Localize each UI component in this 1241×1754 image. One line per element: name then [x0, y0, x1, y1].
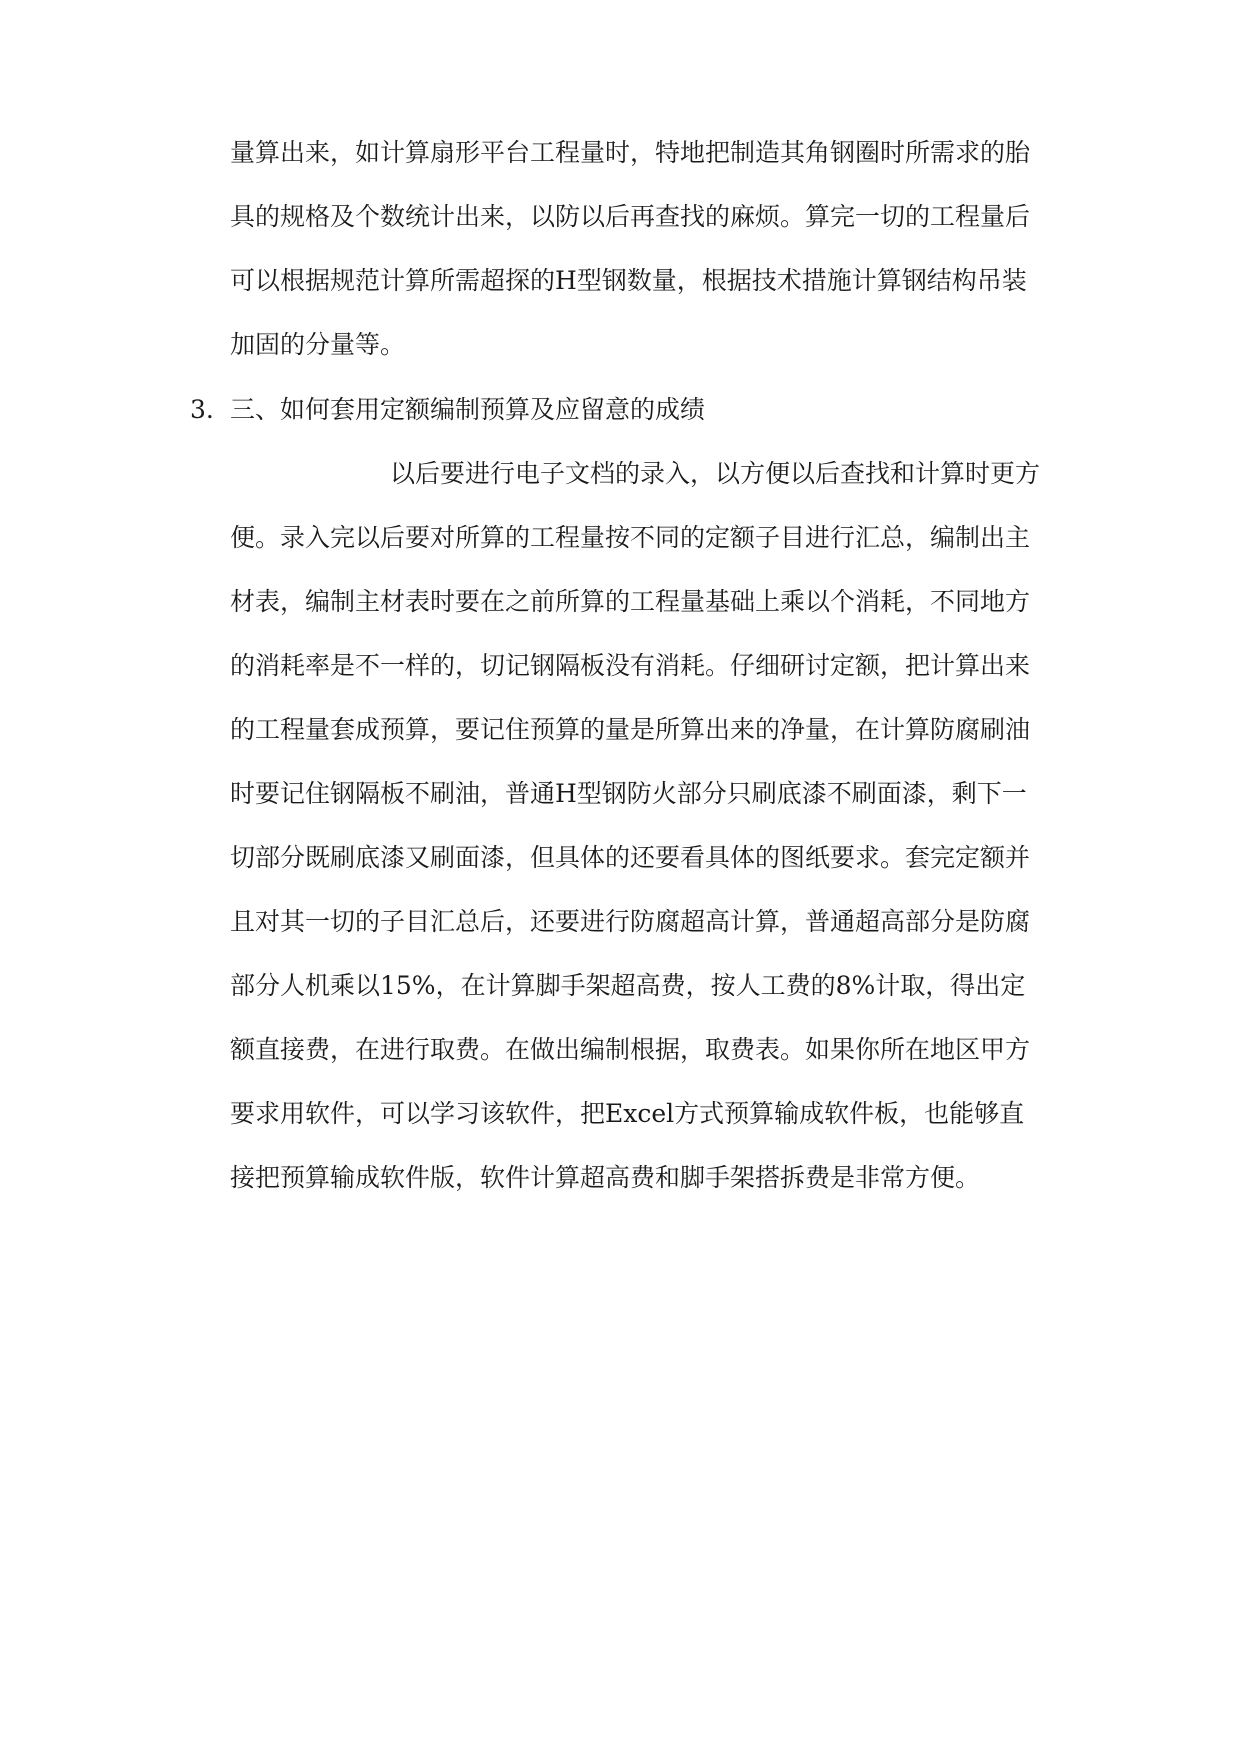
paragraph-line: 切部分既刷底漆又刷面漆，但具体的还要看具体的图纸要求。套完定额并 [230, 843, 1031, 872]
paragraph-line: 的工程量套成预算，要记住预算的量是所算出来的净量，在计算防腐刷油 [230, 715, 1031, 744]
paragraph-line: 接把预算输成软件版，软件计算超高费和脚手架搭拆费是非常方便。 [230, 1163, 981, 1192]
paragraph-line: 时要记住钢隔板不刷油，普通H型钢防火部分只刷底漆不刷面漆，剩下一 [230, 779, 1027, 808]
paragraph-line: 且对其一切的子目汇总后，还要进行防腐超高计算，普通超高部分是防腐 [230, 907, 1031, 936]
paragraph-line: 具的规格及个数统计出来，以防以后再查找的麻烦。算完一切的工程量后 [230, 202, 1031, 231]
paragraph-line: 的消耗率是不一样的，切记钢隔板没有消耗。仔细研讨定额，把计算出来 [230, 651, 1031, 680]
paragraph-line: 可以根据规范计算所需超探的H型钢数量，根据技术措施计算钢结构吊装 [230, 266, 1027, 295]
paragraph-line: 加固的分量等。 [230, 330, 406, 359]
paragraph-line: 便。录入完以后要对所算的工程量按不同的定额子目进行汇总，编制出主 [230, 523, 1031, 552]
paragraph-line: 额直接费，在进行取费。在做出编制根据，取费表。如果你所在地区甲方 [230, 1035, 1031, 1064]
paragraph-line: 部分人机乘以15%，在计算脚手架超高费，按人工费的8%计取，得出定 [230, 971, 1026, 1000]
paragraph-line: 以后要进行电子文档的录入，以方便以后查找和计算时更方 [390, 459, 1041, 488]
section-number: 3. [190, 395, 214, 424]
paragraph-line: 量算出来，如计算扇形平台工程量时，特地把制造其角钢圈时所需求的胎 [230, 138, 1031, 167]
paragraph-line: 要求用软件，可以学习该软件，把Excel方式预算输成软件板，也能够直 [230, 1099, 1025, 1128]
section-title: 三、如何套用定额编制预算及应留意的成绩 [230, 395, 706, 424]
paragraph-line: 材表，编制主材表时要在之前所算的工程量基础上乘以个消耗，不同地方 [230, 587, 1031, 616]
